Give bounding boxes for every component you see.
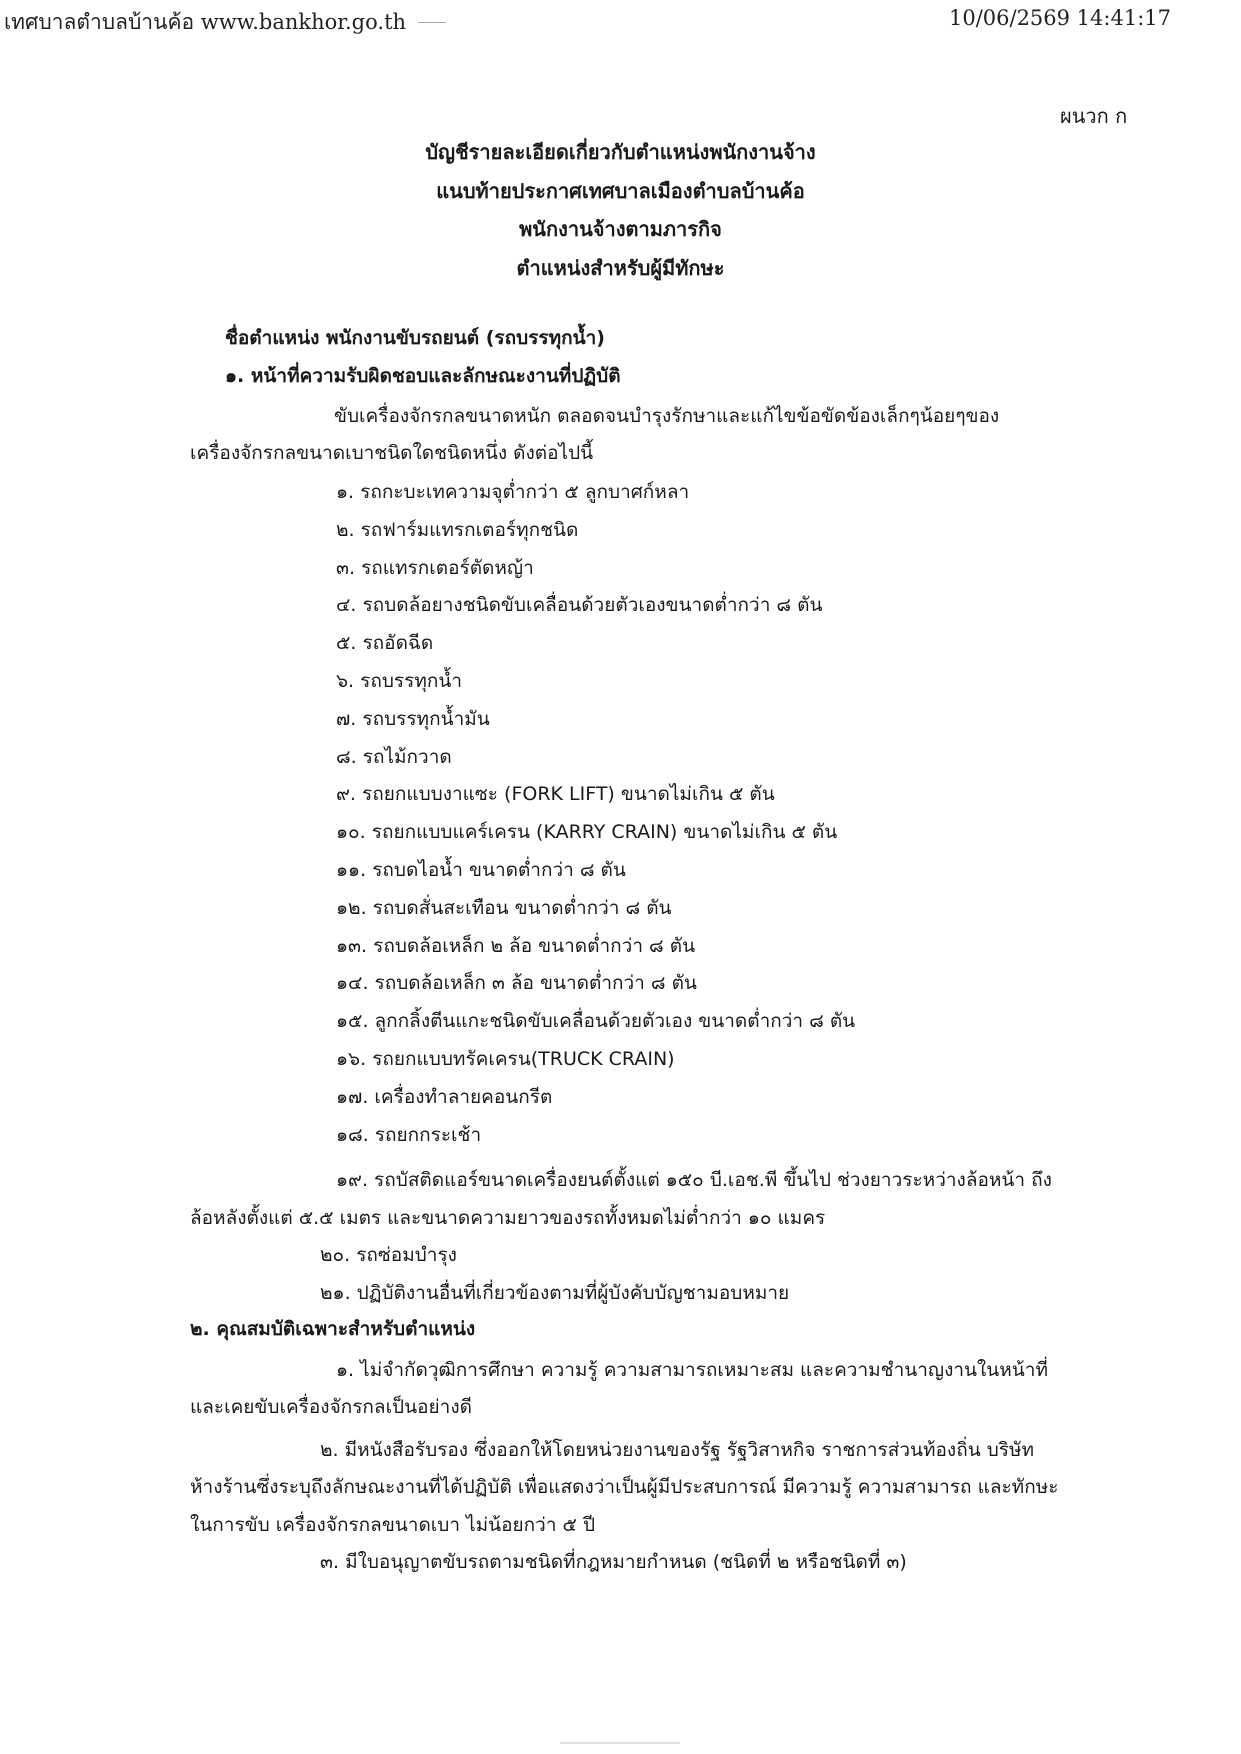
qualification-3: ๓. มีใบอนุญาตขับรถตามชนิดที่กฎหมายกำหนด (ชนิดที่ ๒ หรือชนิดที่ ๓) bbox=[320, 1551, 907, 1573]
section-2-heading: ๒. คุณสมบัติเฉพาะสำหรับตำแหน่ง bbox=[190, 1318, 476, 1340]
duty-item: ๑. รถกะบะเทความจุต่ำกว่า ๕ ลูกบาศก์หลา bbox=[336, 481, 690, 503]
duty-item: ๗. รถบรรทุกน้ำมัน bbox=[336, 707, 490, 730]
duty-item-19-line-1: ๑๙. รถบัสติดแอร์ขนาดเครื่องยนต์ตั้งแต่ ๑๕๐ บี.เอช.พี ขึ้นไป ช่วงยาวระหว่างล้อหน้า ถึง bbox=[336, 1169, 1052, 1191]
duty-item: ๑๕. ลูกกลิ้งตีนแกะชนิดขับเคลื่อนด้วยตัวเอง ขนาดต่ำกว่า ๘ ตัน bbox=[336, 1010, 856, 1033]
qualification-2-line-2: ห้างร้านซึ่งระบุถึงลักษณะงานที่ได้ปฏิบัติ เพื่อแสดงว่าเป็นผู้มีประสบการณ์ มีความรู้ ความสามารถ และทักษะ bbox=[190, 1476, 1059, 1498]
header-timestamp: 10/06/2569 14:41:17 bbox=[948, 6, 1171, 30]
qualification-2-line-3: ในการขับ เครื่องจักรกลขนาดเบา ไม่น้อยกว่า ๕ ปี bbox=[190, 1514, 596, 1536]
duty-list bbox=[336, 477, 855, 1157]
position-name: ชื่อตำแหน่ง พนักงานขับรถยนต์ (รถบรรทุกน้ำ) bbox=[225, 327, 605, 349]
duty-item: ๑๘. รถยกกระเช้า bbox=[336, 1123, 482, 1146]
duty-item: ๑๓. รถบดล้อเหล็ก ๒ ล้อ ขนาดต่ำกว่า ๘ ตัน bbox=[336, 934, 696, 957]
duty-item: ๑๔. รถบดล้อเหล็ก ๓ ล้อ ขนาดต่ำกว่า ๘ ตัน bbox=[336, 972, 697, 995]
qualification-1-line-1: ๑. ไม่จำกัดวุฒิการศึกษา ความรู้ ความสามารถเหมาะสม และความชำนาญงานในหน้าที่ bbox=[336, 1359, 1048, 1381]
qualification-2-line-1: ๒. มีหนังสือรับรอง ซึ่งออกให้โดยหน่วยงานของรัฐ รัฐวิสาหกิจ ราชการส่วนท้องถิ่น บริษัท bbox=[320, 1439, 1035, 1461]
duty-item: ๑๑. รถบดไอน้ำ ขนาดต่ำกว่า ๘ ตัน bbox=[336, 858, 626, 881]
title-line-2: แนบท้ายประกาศเทศบาลเมืองตำบลบ้านค้อ bbox=[436, 179, 805, 203]
duty-item-21: ๒๑. ปฏิบัติงานอื่นที่เกี่ยวข้องตามที่ผู้บังคับบัญชามอบหมาย bbox=[320, 1282, 790, 1304]
duty-item: ๒. รถฟาร์มแทรกเตอร์ทุกชนิด bbox=[336, 518, 579, 541]
qualification-1-line-2: และเคยขับเครื่องจักรกลเป็นอย่างดี bbox=[190, 1396, 472, 1418]
duty-item: ๘. รถไม้กวาด bbox=[336, 745, 452, 768]
section-1-heading: ๑. หน้าที่ความรับผิดชอบและลักษณะงานที่ปฏิบัติ bbox=[225, 365, 621, 387]
duty-item-19-line-2: ล้อหลังตั้งแต่ ๕.๕ เมตร และขนาดความยาวของรถทั้งหมดไม่ต่ำกว่า ๑๐ แมคร bbox=[190, 1207, 826, 1229]
scan-artifact bbox=[560, 1742, 680, 1744]
duty-item-20: ๒๐. รถซ่อมบำรุง bbox=[320, 1244, 457, 1266]
header-site: เทศบาลตำบลบ้านค้อ www.bankhor.go.th bbox=[4, 10, 407, 34]
duty-item: ๕. รถอัดฉีด bbox=[336, 632, 434, 655]
title-line-1: บัญชีรายละเอียดเกี่ยวกับตำแหน่งพนักงานจ้าง bbox=[425, 140, 816, 164]
duty-item: ๓. รถแทรกเตอร์ตัดหญ้า bbox=[336, 556, 534, 579]
duty-item: ๑๐. รถยกแบบแคร์เครน (KARRY CRAIN) ขนาดไม่เกิน ๕ ตัน bbox=[336, 821, 838, 844]
duty-item: ๑๖. รถยกแบบทรัคเครน(TRUCK CRAIN) bbox=[336, 1047, 675, 1070]
duty-item: ๖. รถบรรทุกน้ำ bbox=[336, 669, 463, 692]
header-divider bbox=[418, 22, 446, 23]
title-line-4: ตำแหน่งสำหรับผู้มีทักษะ bbox=[516, 256, 725, 280]
duty-item: ๑๗. เครื่องทำลายคอนกรีต bbox=[336, 1085, 553, 1108]
duty-item: ๑๒. รถบดสั่นสะเทือน ขนาดต่ำกว่า ๘ ตัน bbox=[336, 896, 672, 919]
duty-item: ๔. รถบดล้อยางชนิดขับเคลื่อนด้วยตัวเองขนาดต่ำกว่า ๘ ตัน bbox=[336, 594, 823, 617]
title-line-3: พนักงานจ้างตามภารกิจ bbox=[519, 217, 722, 241]
duty-item: ๙. รถยกแบบงาแซะ (FORK LIFT) ขนาดไม่เกิน ๕ ตัน bbox=[336, 783, 775, 806]
section-1-intro-line-1: ขับเครื่องจักรกลขนาดหนัก ตลอดจนบำรุงรักษาและแก้ไขข้อขัดข้องเล็กๆน้อยๆของ bbox=[334, 405, 1000, 427]
section-1-intro-line-2: เครื่องจักรกลขนาดเบาชนิดใดชนิดหนึ่ง ดังต่อไปนี้ bbox=[190, 442, 594, 464]
annex-label: ผนวก ก bbox=[1060, 104, 1128, 128]
